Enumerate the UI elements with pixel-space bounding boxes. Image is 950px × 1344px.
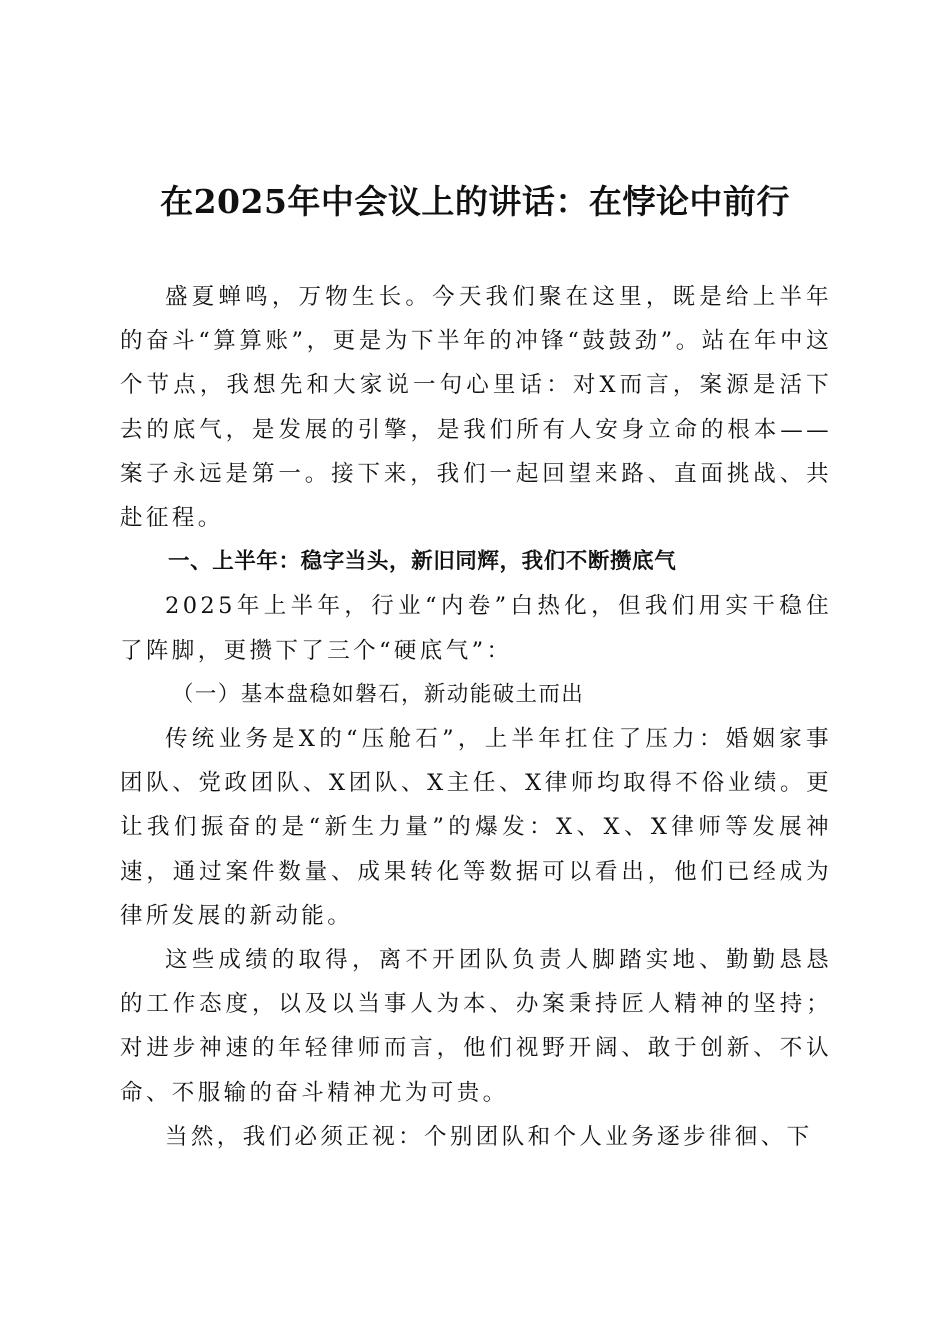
- paragraph-traditional-business: 传统业务是X的“压舱石”，上半年扛住了压力：婚姻家事团队、党政团队、X团队、X主任、X律师均取得不俗业绩。更让我们振奋的是“新生力量”的爆发：X、X、X律师等发展神速，通过案件数量、成果转化等数据可以看出，他们已经成为律所发展的新动能。: [120, 726, 832, 929]
- intro-paragraph: 盛夏蝉鸣，万物生长。今天我们聚在这里，既是给上半年的奋斗“算算账”，更是为下半年的冲锋“鼓鼓劲”。站在年中这个节点，我想先和大家说一句心里话：对X而言，案源是活下去的底气，是发展的引擎，是我们所有人安身立命的根本——案子永远是第一。接下来，我们一起回望来路、直面挑战、共赴征程。: [120, 284, 832, 532]
- document-title: 在2025年中会议上的讲话：在悖论中前行: [160, 182, 790, 221]
- subsection-heading-1: （一）基本盘稳如磐石，新动能破土而出: [172, 681, 585, 707]
- section-heading-1: 一、上半年：稳字当头，新旧同辉，我们不断攒底气: [168, 549, 677, 575]
- document-body: [120, 275, 832, 1159]
- paragraph-achievements: 这些成绩的取得，离不开团队负责人脚踏实地、勤勤恳恳的工作态度，以及以当事人为本、办案秉持匠人精神的坚持；对进步神速的年轻律师而言，他们视野开阔、敢于创新、不认命、不服输的奋斗精神尤为可贵。: [120, 947, 832, 1106]
- paragraph-challenges: 当然，我们必须正视：个别团队和个人业务逐步徘徊、下: [165, 1123, 813, 1150]
- paragraph-first-half-overview: 2025年上半年，行业“内卷”白热化，但我们用实干稳住了阵脚，更攒下了三个“硬底气”：: [120, 593, 832, 664]
